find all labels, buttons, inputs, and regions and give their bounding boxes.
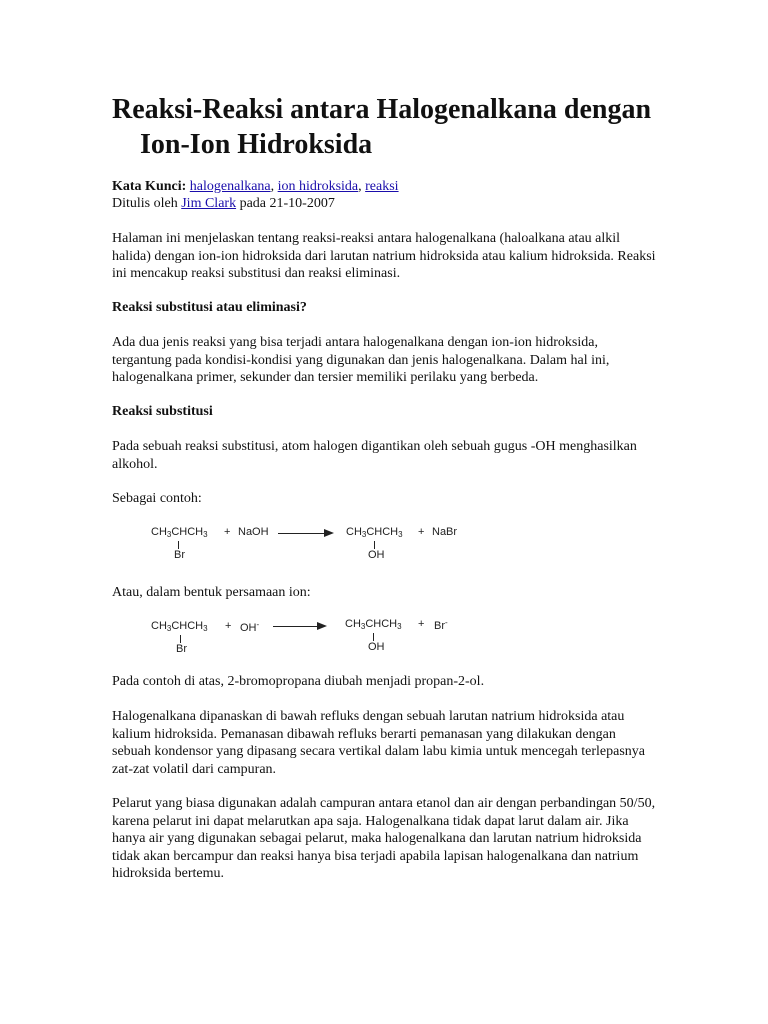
keywords-label: Kata Kunci:	[112, 179, 187, 194]
product-propan-2-ol: $CH_3CHCH_3$	[345, 618, 402, 631]
plus-sign: +	[418, 618, 425, 630]
page-title: Reaksi-Reaksi antara Halogenalkana dengan Ion-Ion Hidroksida	[112, 94, 652, 160]
plus-sign: +	[224, 526, 231, 538]
author-prefix: Ditulis oleh	[112, 196, 182, 211]
reactant-naoh: NaOH	[238, 526, 269, 538]
keyword-link-halogenalkana[interactable]: halogenalkana	[189, 179, 271, 194]
product-propan-2-ol: $CH_3CHCH_3$	[346, 526, 403, 539]
reaction-arrow	[273, 626, 317, 627]
plus-sign: +	[418, 526, 425, 538]
solvent-paragraph: Pelarut yang biasa digunakan adalah campuran antara etanol dan air dengan perbandingan 50/50, karena pelarut ini dapat melarutkan apa saja. Halogenalkana tidak dapat larut dalam air. Jika hanya air yang digunakan sebagai pelarut, maka halogenalkana dan larutan natrium hidroksida tidak akan bercampur dan reaksi hanya bisa terjadi apabila lapisan halogenalkana dan natrium hidroksida bertemu.	[112, 796, 656, 881]
product-nabr: NaBr	[432, 526, 458, 538]
substituent-br: Br	[176, 643, 187, 655]
reaction-equation-molecular	[144, 524, 504, 584]
reactant-2-bromopropane: $CH_3CHCH_3$	[151, 526, 208, 539]
example-conclusion-paragraph: Pada contoh di atas, 2-bromopropana diubah menjadi propan-2-ol.	[112, 674, 485, 689]
product-bromide-ion: Br-	[434, 618, 448, 632]
bond-line	[178, 541, 179, 549]
reactant-hydroxide-ion: OH-	[240, 620, 260, 634]
section-heading-substitution-or-elimination: Reaksi substitusi atau eliminasi?	[112, 300, 307, 315]
plus-sign: +	[225, 620, 232, 632]
substituent-oh: OH	[368, 549, 385, 561]
substituent-oh: OH	[368, 641, 385, 653]
section-heading-substitution: Reaksi substitusi	[112, 404, 213, 419]
reaction-arrowhead	[324, 529, 334, 537]
example-label: Sebagai contoh:	[112, 491, 202, 506]
types-paragraph: Ada dua jenis reaksi yang bisa terjadi antara halogenalkana dengan ion-ion hidroksida, tergantung pada kondisi-kondisi yang digunakan dan jenis halogenalkana. Dalam hal ini, halogenalkana primer, sekunder dan tersier memiliki perilaku yang berbeda.	[112, 335, 610, 385]
intro-paragraph: Halaman ini menjelaskan tentang reaksi-reaksi antara halogenalkana (haloalkana atau alkil halida) dengan ion-ion hidroksida dari larutan natrium hidroksida atau kalium hidroksida. Reaksi ini mencakup reaksi substitusi dan reaksi eliminasi.	[112, 231, 656, 281]
publish-date: pada 21-10-2007	[236, 196, 335, 211]
reaction-equation-ionic	[144, 616, 504, 676]
substituent-br: Br	[174, 549, 185, 561]
keyword-link-ion-hidroksida[interactable]: ion hidroksida	[277, 179, 359, 194]
keyword-separator: ,	[358, 179, 366, 194]
author-link[interactable]: Jim Clark	[181, 196, 237, 211]
reflux-paragraph: Halogenalkana dipanaskan di bawah refluks dengan sebuah larutan natrium hidroksida atau kalium hidroksida. Pemanasan dibawah refluks berarti pemanasan yang dilakukan dengan sebuah kondensor yang dipasang secara vertikal dalam labu kimia untuk mencegah terlepasnya zat-zat volatil dari campuran.	[112, 709, 645, 777]
reaction-arrowhead	[317, 622, 327, 630]
keyword-separator: ,	[270, 179, 278, 194]
bond-line	[373, 633, 374, 641]
reactant-2-bromopropane: $CH_3CHCH_3$	[151, 620, 208, 633]
ionic-form-label: Atau, dalam bentuk persamaan ion:	[112, 585, 311, 600]
bond-line	[180, 635, 181, 643]
reaction-arrow	[278, 533, 324, 534]
bond-line	[374, 541, 375, 549]
byline	[112, 195, 657, 213]
keywords-line	[112, 178, 657, 196]
keyword-link-reaksi[interactable]: reaksi	[365, 179, 399, 194]
substitution-paragraph: Pada sebuah reaksi substitusi, atom halogen digantikan oleh sebuah gugus -OH menghasilkan alkohol.	[112, 439, 637, 472]
